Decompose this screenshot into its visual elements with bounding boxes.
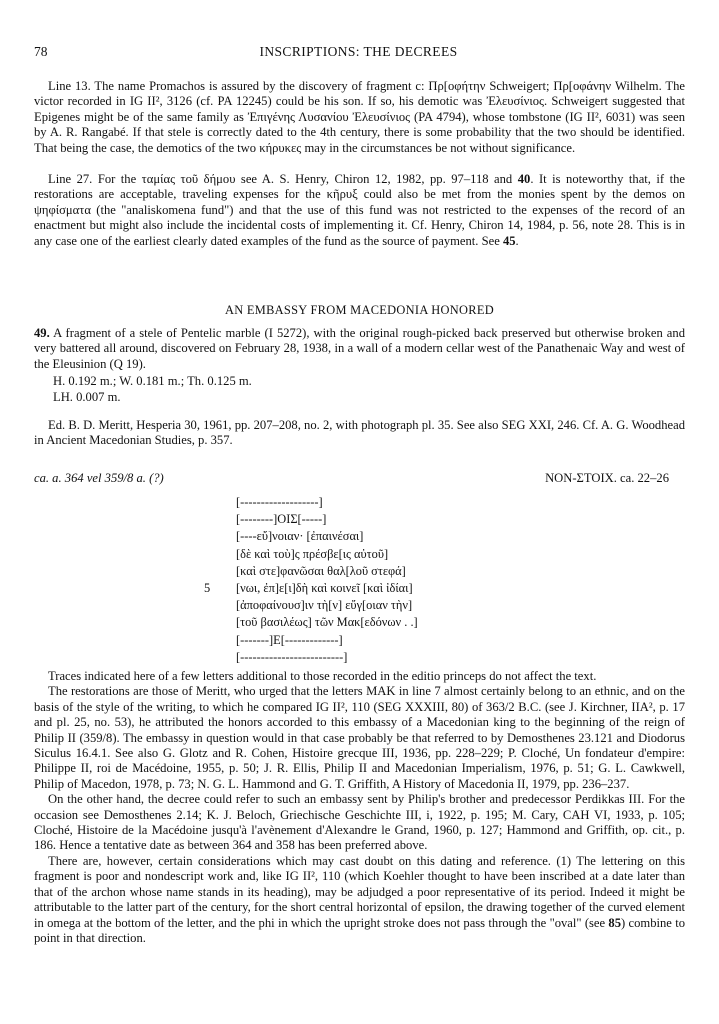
commentary-p4-text-a: There are, however, certain considerations which may cast doubt on this dating and reference. (1) The lettering on this fragment is poor and nondescript work and, like IG II², 110 (which Koehler thought to have been inscribed at a date later than that of the archon whose name stands in its heading), may be adjudged a poor representative of its period. Indeed it might be attributable to the latter part of the century, for the short central horizontal of epsilon, the drawing together of the curved element in omega at the bottom of the letter, and the phi in which the upright stroke does not pass through the "oval" (see — [34, 853, 685, 930]
entry-number: 49. — [34, 326, 50, 340]
page-header — [34, 44, 683, 62]
commentary-p2: The restorations are those of Meritt, who urged that the letters MAK in line 7 almost certainly belong to an ethnic, and on the basis of the style of the writing, to which he compared IG II², 110 (SEG XXXIII, 80) of 363/2 B.C. (see J. Kirchner, IIA², p. 17 and pl. 25, no. 53), he attributed the honors accorded to this embassy of a Macedonian king to the beginning of the reign of Philip II (359/8). The embassy in question would in that case probably be that referred to by Demosthenes 23.121 and Diodorus Siculus 16.4.1. See also G. Glotz and R. Cohen, Histoire grecque III, 1936, pp. 228–229; P. Cloché, Un fondateur d'empire: Philippe II, roi de Macédoine, 1955, p. 50; J. R. Ellis, Philip II and Macedonian Imperialism, 1976, p. 51; G. L. Cawkwell, Philip of Macedon, 1978, p. 73; N. G. L. Hammond and G. T. Griffith, A History of Macedonia II, 1979, pp. 236–237. — [34, 684, 685, 791]
note-line13-label: Line 13. — [48, 79, 91, 93]
inscription-line: [ἀποφαίνουσ]ιν τὴ[ν] εὔγ[οιαν τὴν] — [236, 598, 413, 613]
note-line27-text-a: For the ταμίας τοῦ δήμου see A. S. Henry, Chiron 12, 1982, pp. 97–118 and — [97, 172, 518, 186]
cross-ref-40: 40 — [517, 172, 531, 186]
commentary — [34, 669, 685, 946]
commentary-p3: On the other hand, the decree could refer to such an embassy sent by Philip's brother and predecessor Perdikkas III. For the occasion see Demosthenes 2.14; K. J. Beloch, Griechische Geschichte III, i, 1922, p. 195; M. Cary, CAH VI, 1933, p. 105; Cloché, Histoire de la Macédoine jusqu'à l'avènement d'Alexandre le Grand, 1960, p. 127; Hammond and Griffith, op. cit., p. 186. Hence a tentative date as between 364 and 358 has been preferred above. — [34, 792, 685, 853]
note-line27-label: Line 27. — [48, 172, 93, 186]
inscription-line: [δὲ καὶ τοὺ]ς πρέσβε[ις αὐτοῦ] — [236, 546, 389, 561]
cross-ref-85: 85 — [608, 915, 622, 930]
cross-ref-45: 45 — [502, 233, 516, 248]
inscription-line: [καὶ στε]φανῶσαι θαλ[λοῦ στεφά] — [236, 563, 406, 578]
date-estimate: ca. a. 364 vel 359/8 a. (?) — [34, 471, 164, 485]
inscription-line: [-------------------------] — [236, 649, 348, 664]
inscription-line: [----εὔ]νοιαν· [ἐπαινέσαι] — [236, 529, 364, 544]
note-line27-text-c: . — [515, 233, 519, 248]
edition-text: Ed. B. D. Meritt, Hesperia 30, 1961, pp. 207–208, no. 2, with photograph pl. 35. See also SEG XXI, 246. Cf. A. G. Woodhead in Ancient Macedonian Studies, p. 357. — [34, 418, 685, 448]
commentary-p4 — [34, 854, 685, 946]
inscription-line-5 — [204, 580, 496, 597]
line-number: 5 — [204, 580, 211, 595]
dimensions-line2: LH. 0.007 m. — [53, 390, 121, 404]
commentary-p1: Traces indicated here of a few letters additional to those recorded in the editio princeps do not affect the text. — [48, 669, 597, 683]
note-line13 — [34, 79, 685, 156]
entry-description — [34, 326, 685, 372]
inscription-text — [204, 494, 496, 666]
running-title: INSCRIPTIONS: THE DECREES — [259, 44, 458, 59]
note-line13-text: The name Promachos is assured by the discovery of fragment c: Πρ[οφήτην Schweigert; Πρ[οφάνην Wilhelm. The victor recorded in IG II², 3126 (cf. PA 12245) could be his son. If so, his demotic was Ἐλευσίνιος. Schweigert suggested that Epigenes might be of the same family as Ἐπιγένης Λυσανίου Ἐλευσίνιος (PA 4794), whose tombstone (IG II², 6031) was seen by A. R. Rangabé. If that stele is correctly dated to the 4th century, there is some probability that the two should be identified. That being the case, the demotics of the two κήρυκες may in the circumstances be not without significance. — [34, 79, 685, 155]
inscription-line: [--------]ΟΙΣ[-----] — [236, 512, 327, 527]
inscription-line: [-------]Ε[-------------] — [236, 632, 343, 647]
stoichedon-note: NON-ΣΤΟΙΧ. ca. 22–26 — [545, 471, 669, 485]
commentary-p4-text-b: ) combine to point in that direction. — [34, 915, 685, 945]
entry-text: A fragment of a stele of Pentelic marble (I 5272), with the original rough-picked back preserved but otherwise broken and very battered all around, discovered on February 28, 1938, in a wall of a modern cellar west of the Panathenaic Way and west of the Eleusinion (Q 19). — [34, 326, 685, 371]
note-line27 — [34, 172, 685, 249]
edition-reference — [34, 418, 685, 449]
inscription-line: [-------------------] — [236, 495, 323, 509]
page-number: 78 — [34, 44, 48, 59]
inscription-line: [τοῦ βασιλέως] τῶν Μακ[εδόνων . .] — [236, 615, 418, 630]
dimensions-line1: H. 0.192 m.; W. 0.181 m.; Th. 0.125 m. — [53, 374, 252, 388]
note-line27-text-b: . It is noteworthy that, if the restorations are acceptable, traveling expenses for the κῆρυξ could also be met from the monies spent by the demos on ψηφίσματα (the "analiskomena fund") and that the use of this fund was not restricted to the expenses of the record of an enactment but might also include the incidental costs of implementing it. Cf. Henry, Chiron 14, 1984, p. 56, note 28. This is in any case one of the earliest clearly dated examples of the fund as the source of payment. See — [34, 172, 685, 248]
section-title: AN EMBASSY FROM MACEDONIA HONORED — [225, 303, 494, 317]
inscription-line-text: [νωι, ἐπ]ε[ι]δὴ καὶ κοινεῖ [καὶ ἰδίαι] — [236, 580, 413, 595]
